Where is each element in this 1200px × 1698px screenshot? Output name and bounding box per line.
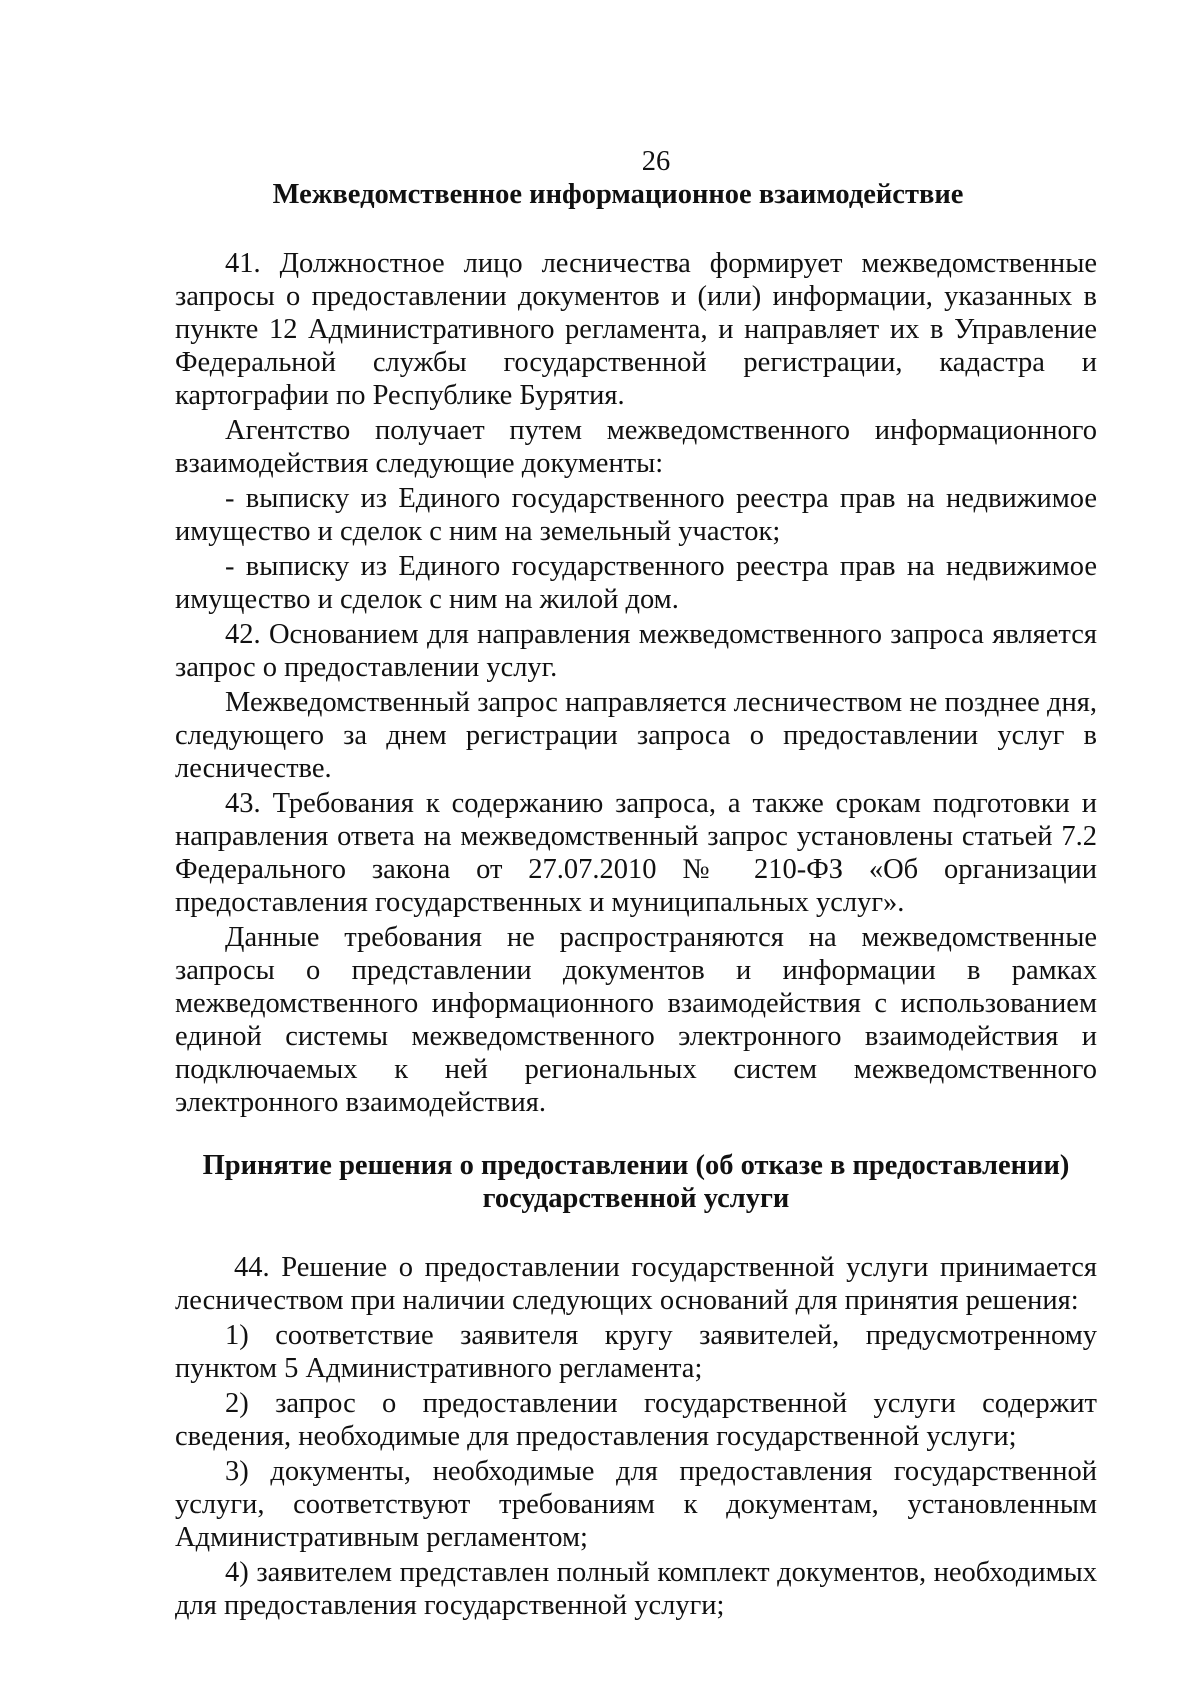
page-number: 26 xyxy=(641,146,671,177)
paragraph-41: 41. Должностное лицо лесничества формирует межведомственные запросы о предоставлении документов и (или) информации, указанных в пункте 12 Административного регламента, и направляет их в Управление Федеральной службы государственной регистрации, кадастра и картографии по Республике Бурятия. xyxy=(175,248,1097,411)
section-heading-interagency: Межведомственное информационное взаимодействие xyxy=(272,179,964,210)
paragraph-42: 42. Основанием для направления межведомственного запроса является запрос о предоставлении услуг. xyxy=(175,619,1097,683)
section-heading-decision-line-2: государственной услуги xyxy=(482,1183,790,1214)
list-item-extract-land: - выписку из Единого государственного реестра прав на недвижимое имущество и сделок с ним на земельный участок; xyxy=(175,483,1097,547)
paragraph-44: 44. Решение о предоставлении государственной услуги принимается лесничеством при наличии следующих оснований для принятия решения: xyxy=(175,1252,1097,1316)
list-item-2: 2) запрос о предоставлении государственной услуги содержит сведения, необходимые для предоставления государственной услуги; xyxy=(175,1388,1097,1452)
section-heading-decision xyxy=(175,1149,1097,1215)
list-item-extract-house: - выписку из Единого государственного реестра прав на недвижимое имущество и сделок с ним на жилой дом. xyxy=(175,551,1097,615)
paragraph-request-deadline: Межведомственный запрос направляется лесничеством не позднее дня, следующего за днем регистрации запроса о предоставлении услуг в лесничестве. xyxy=(175,687,1097,784)
paragraph-43: 43. Требования к содержанию запроса, а также срокам подготовки и направления ответа на межведомственный запрос установлены статьей 7.2 Федерального закона от 27.07.2010 № 210-ФЗ «Об организации предоставления государственных и муниципальных услуг». xyxy=(175,788,1097,918)
paragraph-agency-receives: Агентство получает путем межведомственного информационного взаимодействия следующие документы: xyxy=(175,415,1097,479)
list-item-3: 3) документы, необходимые для предоставления государственной услуги, соответствуют требованиям к документам, установленным Административным регламентом; xyxy=(175,1456,1097,1553)
list-item-4: 4) заявителем представлен полный комплект документов, необходимых для предоставления государственной услуги; xyxy=(175,1557,1097,1621)
page-content xyxy=(175,145,1097,1624)
list-item-1: 1) соответствие заявителя кругу заявителей, предусмотренному пунктом 5 Административного регламента; xyxy=(175,1320,1097,1384)
paragraph-requirements-exception: Данные требования не распространяются на межведомственные запросы о представлении документов и информации в рамках межведомственного информационного взаимодействия с использованием единой системы межведомственного электронного взаимодействия и подключаемых к ней региональных систем межведомственного электронного взаимодействия. xyxy=(175,922,1097,1118)
section-heading-decision-line-1: Принятие решения о предоставлении (об отказе в предоставлении) xyxy=(202,1150,1070,1181)
